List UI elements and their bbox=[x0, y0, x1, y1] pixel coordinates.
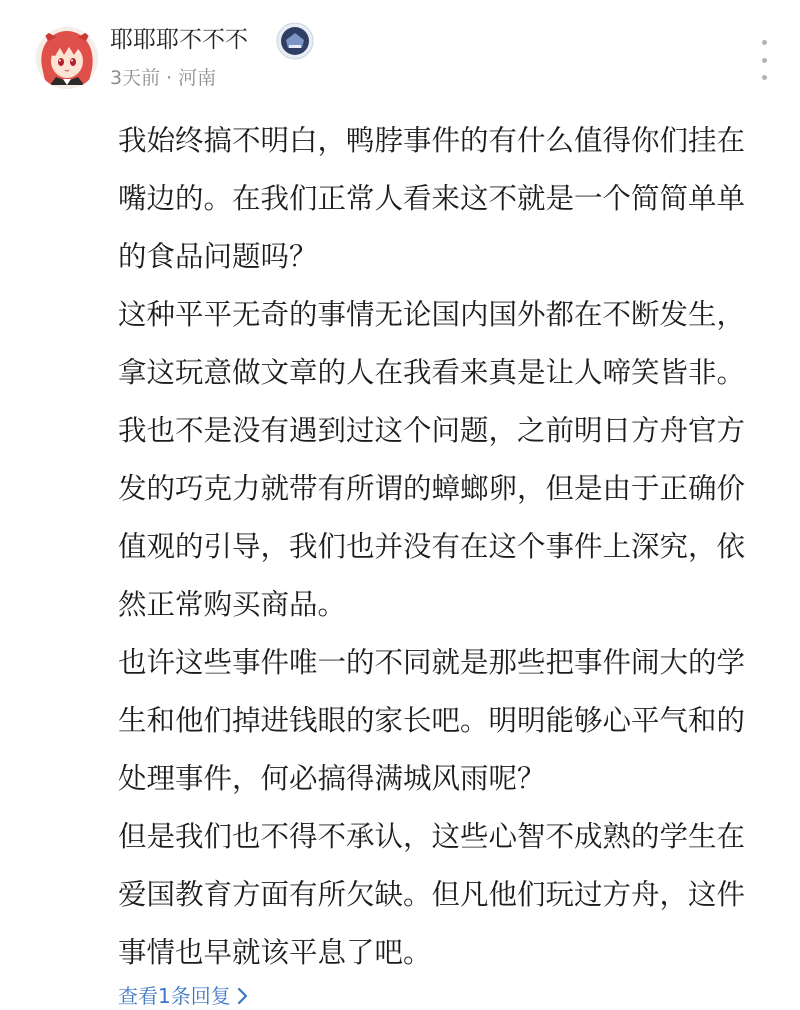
comment-paragraph: 我始终搞不明白，鸭脖事件的有什么值得你们挂在嘴边的。在我们正常人看来这不就是一个简简单单的食品问题吗？ bbox=[118, 124, 746, 273]
comment-paragraph: 但是我们也不得不承认，这些心智不成熟的学生在爱国教育方面有所欠缺。但凡他们玩过方舟，这件事情也早就该平息了吧。 bbox=[118, 820, 746, 969]
comment-paragraph: 这种平平无奇的事情无论国内国外都在不断发生，拿这玩意做文章的人在我看来真是让人啼笑皆非。 bbox=[118, 298, 746, 389]
view-replies-link[interactable] bbox=[118, 982, 249, 1010]
view-replies-label: 查看1条回复 bbox=[118, 984, 231, 1008]
badge-icon bbox=[276, 22, 314, 60]
more-vertical-icon[interactable] bbox=[752, 40, 776, 80]
comment-body bbox=[118, 112, 758, 982]
meta-separator: · bbox=[166, 67, 173, 89]
username[interactable]: 耶耶耶不不不 bbox=[110, 27, 248, 53]
comment-meta bbox=[110, 64, 216, 92]
chevron-right-icon bbox=[237, 987, 249, 1005]
comment-location: 河南 bbox=[178, 67, 217, 89]
comment-time: 3天前 bbox=[110, 67, 161, 89]
comment-paragraph: 我也不是没有遇到过这个问题，之前明日方舟官方发的巧克力就带有所谓的蟑螂卵，但是由于正确价值观的引导，我们也并没有在这个事件上深究，依然正常购买商品。 bbox=[118, 414, 746, 621]
avatar[interactable] bbox=[36, 27, 98, 89]
comment-paragraph: 也许这些事件唯一的不同就是那些把事件闹大的学生和他们掉进钱眼的家长吧。明明能够心平气和的处理事件，何必搞得满城风雨呢？ bbox=[118, 646, 746, 795]
comment-header bbox=[0, 0, 800, 110]
